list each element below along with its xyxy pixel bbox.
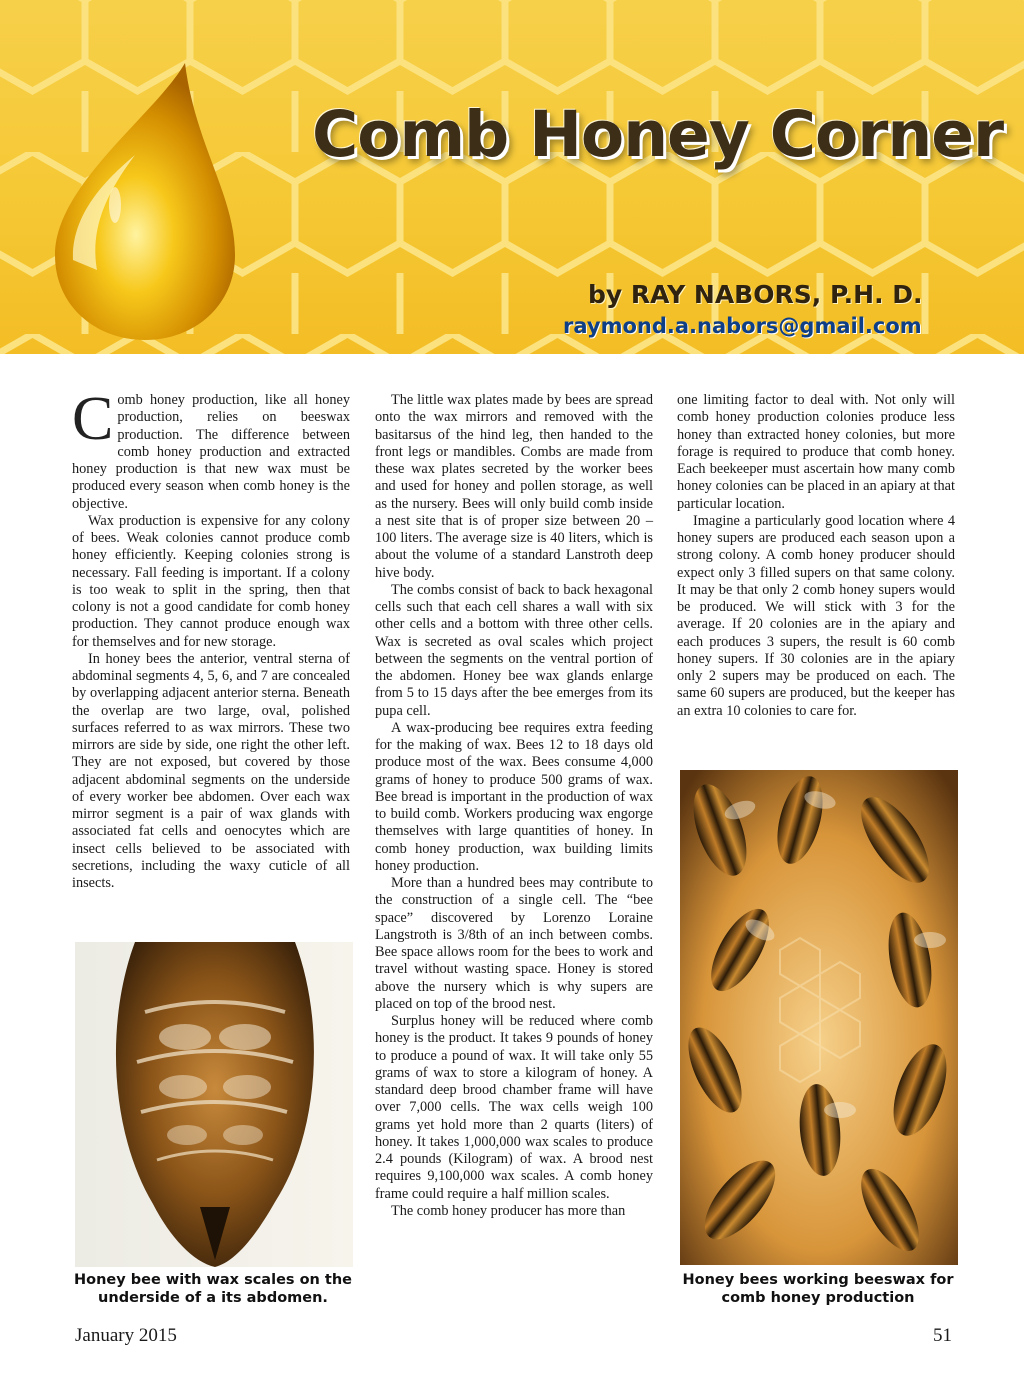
photo-caption-right: Honey bees working beeswax for comb honey production [682,1272,954,1306]
paragraph: Surplus honey will be reduced where comb honey is the product. It takes 9 pounds of honey to produce a pound of wax. It will take only 55 grams of wax to store a kilogram of honey. A standard deep brood chamber frame will have over 7,000 cells. The wax cells weigh 100 grams yet hold more than 2 quarts (liters) of honey. It takes 1,000,000 wax scales to produce 2.4 pounds (Kilogram) of wax. A brood nest requires 9,100,000 wax scales. A comb honey frame could require a half million scales. [375,1013,653,1202]
paragraph: More than a hundred bees may contribute to the construction of a single cell. The “bee space” discovered by Lorenzo Loraine Langstroth is 3/8th of an inch between combs. Bee space allows room for the bees to work and travel without wasting space. Honey is stored above the nursery which is why supers are placed on top of the brood nest. [375,875,653,1012]
paragraph: The combs consist of back to back hexagonal cells such that each cell shares a wall with six other cells and a bottom with three other cells. Wax is secreted as oval scales which project between the segments on the ventral portion of the abdomen. Honey bee wax glands enlarge from 5 to 15 days after the bee emerges from its pupa cell. [375,581,653,719]
article-column-2 [375,392,653,1220]
bees-on-comb-photo [680,770,958,1265]
paragraph: Wax production is expensive for any colony of bees. Weak colonies cannot produce comb honey efficiently. Keeping colonies strong is necessary. Fall feeding is important. If a colony is too weak to split in the spring, then that colony is not a good candidate for comb honey production. They cannot produce enough wax for themselves and for new storage. [72,512,350,650]
paragraph: Comb honey production, like all honey production, relies on beeswax production. The difference between comb honey production and extracted honey production is that new wax must be produced every season when comb honey is the objective. [72,385,350,512]
honey-drop-graphic [45,55,245,345]
paragraph: A wax-producing bee requires extra feeding for the making of wax. Bees 12 to 18 days old produce most of the wax. Bees consume 4,000 grams of honey to produce 500 grams of wax. Bee bread is important in the production of wax to build comb. Workers producing wax engorge themselves with large quantities of honey. In comb honey production, wax building limits honey production. [375,719,653,874]
page-title: Comb Honey Corner [312,98,1004,171]
drop-cap: C [72,385,114,453]
article-column-1 [72,385,350,892]
page-number: 51 [933,1325,952,1346]
article-column-3 [677,392,955,720]
paragraph: The little wax plates made by bees are spread onto the wax mirrors and removed with the basitarsus of the hind leg, then handed to the front legs or mandibles. Combs are made from these wax plates secreted by the worker bees and used for honey and pollen storage, as well as the nursery. Bees will only build comb inside a nest site that is of proper size between 20 – 100 liters. The average size is 40 liters, which is about the volume of a standard Lanstroth deep hive body. [375,392,653,581]
paragraph: Imagine a particularly good location where 4 honey supers are produced each season upon a strong colony. A comb honey producer should expect only 3 filled supers on that same colony. It may be that only 2 comb honey supers would be produced. We will stick with 3 for the average. If 20 colonies are in the apiary and each produces 3 supers, the result is 60 comb honey supers. If 30 colonies are in the apiary only 2 supers may be produced on each. The same 60 supers are produced, but the keeper has an extra 10 colonies to care for. [677,512,955,719]
paragraph: one limiting factor to deal with. Not only will comb honey production colonies produce less honey than extracted honey colonies, but more forage is required to produce that comb honey. Each beekeeper must ascertain how many comb honey colonies can be placed in an apiary at that particular location. [677,392,955,512]
author-byline: by RAY NABORS, P.H. D. [588,280,923,309]
paragraph: The comb honey producer has more than [391,1202,626,1219]
paragraph: In honey bees the anterior, ventral sterna of abdominal segments 4, 5, 6, and 7 are concealed by overlapping adjacent anterior sterna. Beneath the overlap are two large, oval, polished surfaces referred to as wax mirrors. These two mirrors are side by side, one right the other left. They are not exposed, but covered by those adjacent abdominal segments on the underside of every worker bee abdomen. Over each wax mirror segment is a pair of wax glands with associated fat cells and oenocytes which are insect cells believed to be associated with secretions, including the waxy cuticle of all insects. [72,650,350,891]
issue-date: January 2015 [75,1325,177,1346]
header-banner [0,0,1024,354]
bee-abdomen-photo [75,942,353,1267]
photo-caption-left: Honey bee with wax scales on the underside of a its abdomen. [73,1272,352,1306]
author-email[interactable]: raymond.a.nabors@gmail.com [563,314,922,338]
